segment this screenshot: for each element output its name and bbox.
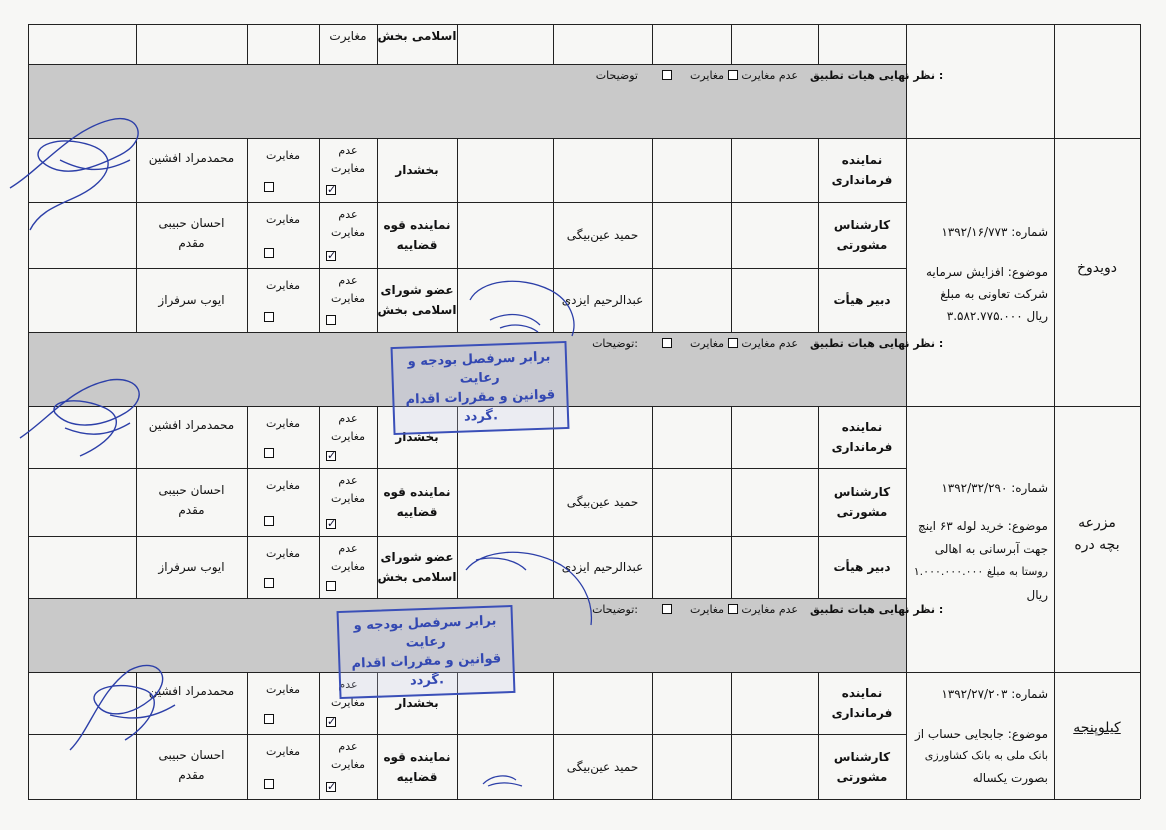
grid-line [652,24,653,64]
grid-line [136,24,137,64]
member-name-einbeigi: حمید عین‌بیگی [566,228,639,242]
grid-line [247,138,248,332]
non-conflict-label: مغایرت [330,292,366,305]
role-judiciary-rep: قضاییه [396,770,438,784]
role-judiciary-rep: نماینده قوه [383,750,451,764]
role-judiciary-rep: قضاییه [396,238,438,252]
final-conflict-label: مغایرت [689,603,724,616]
conflict-label: مغایرت [265,417,301,430]
role-governor-rep: نماینده [841,686,883,700]
conflict-checkbox[interactable] [264,578,274,588]
signature-mark [478,770,528,790]
grid-line [28,268,906,269]
non-conflict-checkbox[interactable] [326,315,336,325]
approval-stamp: برابر سرفصل بودجه و رعایت قوانین و مقررات اقدام گردد. [337,605,516,699]
final-verdict-label: نظر نهایی هیات تطبیق : [810,69,944,82]
letter-subject-line: بصورت یکساله [972,771,1048,785]
grid-line [652,138,653,332]
letter-number: شماره: ۱۳۹۲/۱۶/۷۷۳ [941,225,1048,239]
final-conflict-label: مغایرت [689,337,724,350]
non-conflict-label: مغایرت [330,430,366,443]
top-row-council: اسلامی بخش [377,29,457,43]
letter-subject-line: موضوع: جابجایی حساب از [914,727,1048,741]
conflict-label: مغایرت [265,745,301,758]
checkmark-icon: ✓ [327,780,337,793]
final-conflict-checkbox[interactable] [662,604,672,614]
letter-subject-line: بانک ملی به بانک کشاورزی [924,749,1048,762]
role-consultant: مشورتی [836,770,888,784]
grid-line [731,24,732,64]
member-name-einbeigi: حمید عین‌بیگی [566,495,639,509]
grid-line [28,799,1140,800]
village-name: کیلوپنجه [1073,720,1121,736]
member-name-habibi: مقدم [178,768,205,782]
role-district-head: بخشدار [395,430,439,444]
non-conflict-checkbox[interactable] [326,581,336,591]
checkmark-icon: ✓ [327,183,337,196]
role-council-member: اسلامی بخش [377,570,457,584]
role-governor-rep: فرمانداری [831,440,893,454]
grid-line [906,672,1140,673]
grid-line [1140,24,1141,799]
final-notes-label: توضیحات: [592,337,638,350]
non-conflict-label: مغایرت [330,560,366,573]
signature-mark [456,540,606,630]
signature-mark [10,368,160,488]
grid-line [906,24,907,799]
grid-line [457,138,458,332]
grid-line [906,138,1140,139]
role-consultant: کارشناس [833,218,891,232]
member-name-habibi: احسان حبیبی [158,483,225,497]
conflict-label: مغایرت [265,213,301,226]
conflict-checkbox[interactable] [264,448,274,458]
final-verdict-label: نظر نهایی هیات تطبیق : [810,337,944,350]
role-governor-rep: نماینده [841,153,883,167]
letter-subject-line: جهت آبرسانی به اهالی [934,542,1048,556]
letter-subject-line: شرکت تعاونی به مبلغ [940,287,1048,301]
grid-line [818,24,819,64]
non-conflict-label: عدم [338,542,358,555]
grid-line [731,138,732,332]
grid-line [731,406,732,598]
letter-number: شماره: ۱۳۹۲/۳۲/۲۹۰ [941,481,1048,495]
role-council-member: اسلامی بخش [377,303,457,317]
grid-line [652,672,653,799]
member-name-einbeigi: حمید عین‌بیگی [566,760,639,774]
role-council-member: عضو شورای [380,283,454,297]
non-conflict-label: مغایرت [330,758,366,771]
conflict-label: مغایرت [265,547,301,560]
signature-mark [460,270,590,340]
conflict-label: مغایرت [265,479,301,492]
grid-line [28,24,1140,25]
letter-subject-line: موضوع: خرید لوله ۶۳ اینچ [917,519,1048,533]
grid-line [457,24,458,64]
checkmark-icon: ✓ [327,517,337,530]
final-non-conflict-label: عدم مغایرت [741,603,798,616]
final-verdict-label: نظر نهایی هیات تطبیق : [810,603,944,616]
grid-line [247,24,248,64]
grid-line [28,64,906,65]
conflict-checkbox[interactable] [264,714,274,724]
grid-line [247,406,248,598]
non-conflict-label: مغایرت [330,492,366,505]
letter-number: شماره: ۱۳۹۲/۲۷/۲۰۳ [941,687,1048,701]
role-district-head: بخشدار [395,163,439,177]
grid-line [906,406,1140,407]
final-notes-label: توضیحات: [592,603,638,616]
non-conflict-label: مغایرت [330,226,366,239]
final-notes-label: توضیحات [595,69,638,82]
conflict-label: مغایرت [265,683,301,696]
non-conflict-label: مغایرت [330,162,366,175]
signature-mark [50,640,190,780]
final-non-conflict-checkbox[interactable] [728,70,738,80]
final-conflict-checkbox[interactable] [662,70,672,80]
role-judiciary-rep: نماینده قوه [383,218,451,232]
member-name-habibi: مقدم [178,503,205,517]
role-judiciary-rep: نماینده قوه [383,485,451,499]
non-conflict-label: عدم [338,678,358,691]
non-conflict-label: عدم [338,144,358,157]
village-name: دویدوخ [1076,260,1118,276]
member-name-habibi: احسان حبیبی [158,216,225,230]
non-conflict-label: عدم [338,208,358,221]
member-name-habibi: مقدم [178,236,205,250]
signature-mark [0,100,160,250]
grid-line [28,536,906,537]
member-name-sarfaraz: ایوب سرفراز [158,293,225,307]
letter-subject-line: ریال [1026,588,1048,602]
letter-subject-line: ۳.۵۸۲.۷۷۵.۰۰۰ ریال [946,309,1048,323]
member-name-afshin: محمدمراد افشین [148,684,235,698]
final-non-conflict-label: عدم مغایرت [741,337,798,350]
member-name-afshin: محمدمراد افشین [148,151,235,165]
final-conflict-checkbox[interactable] [662,338,672,348]
grid-line [553,672,554,799]
grid-line [1054,24,1055,799]
letter-subject-line: موضوع: افزایش سرمایه [925,265,1048,279]
non-conflict-label: عدم [338,274,358,287]
role-consultant: مشورتی [836,505,888,519]
checkmark-icon: ✓ [327,249,337,262]
role-consultant: کارشناس [833,750,891,764]
role-secretary: دبیر هیأت [833,560,891,574]
conflict-label: مغایرت [265,279,301,292]
member-name-afshin: محمدمراد افشین [148,418,235,432]
grid-line [652,406,653,598]
role-judiciary-rep: قضاییه [396,505,438,519]
role-council-member: عضو شورای [380,550,454,564]
role-consultant: مشورتی [836,238,888,252]
checkmark-icon: ✓ [327,449,337,462]
final-conflict-label: مغایرت [689,69,724,82]
role-governor-rep: فرمانداری [831,706,893,720]
grid-line [553,24,554,64]
conflict-label: مغایرت [265,149,301,162]
conflict-checkbox[interactable] [264,779,274,789]
letter-subject-line: روستا به مبلغ ۱.۰۰۰.۰۰۰.۰۰۰ [913,565,1048,578]
member-name-izadi: عبدالرحیم ایزدی [561,293,644,307]
conflict-checkbox[interactable] [264,312,274,322]
non-conflict-label: عدم [338,474,358,487]
final-non-conflict-label: عدم مغایرت [741,69,798,82]
conflict-checkbox[interactable] [264,182,274,192]
final-non-conflict-checkbox[interactable] [728,338,738,348]
member-name-sarfaraz: ایوب سرفراز [158,560,225,574]
non-conflict-label: عدم [338,740,358,753]
grid-line [731,672,732,799]
role-consultant: کارشناس [833,485,891,499]
role-secretary: دبیر هیأت [833,293,891,307]
role-governor-rep: نماینده [841,420,883,434]
approval-stamp: برابر سرفصل بودجه و رعایت قوانین و مقررات اقدام گردد. [391,341,570,435]
top-row-conflict: مغایرت [329,29,367,43]
non-conflict-label: مغایرت [330,696,366,709]
role-governor-rep: فرمانداری [831,173,893,187]
member-name-habibi: احسان حبیبی [158,748,225,762]
conflict-checkbox[interactable] [264,516,274,526]
conflict-checkbox[interactable] [264,248,274,258]
final-non-conflict-checkbox[interactable] [728,604,738,614]
member-name-izadi: عبدالرحیم ایزدی [561,560,644,574]
checkmark-icon: ✓ [327,715,337,728]
role-district-head: بخشدار [395,696,439,710]
village-name: مزرعه بچه دره [1074,515,1120,553]
non-conflict-label: عدم [338,412,358,425]
